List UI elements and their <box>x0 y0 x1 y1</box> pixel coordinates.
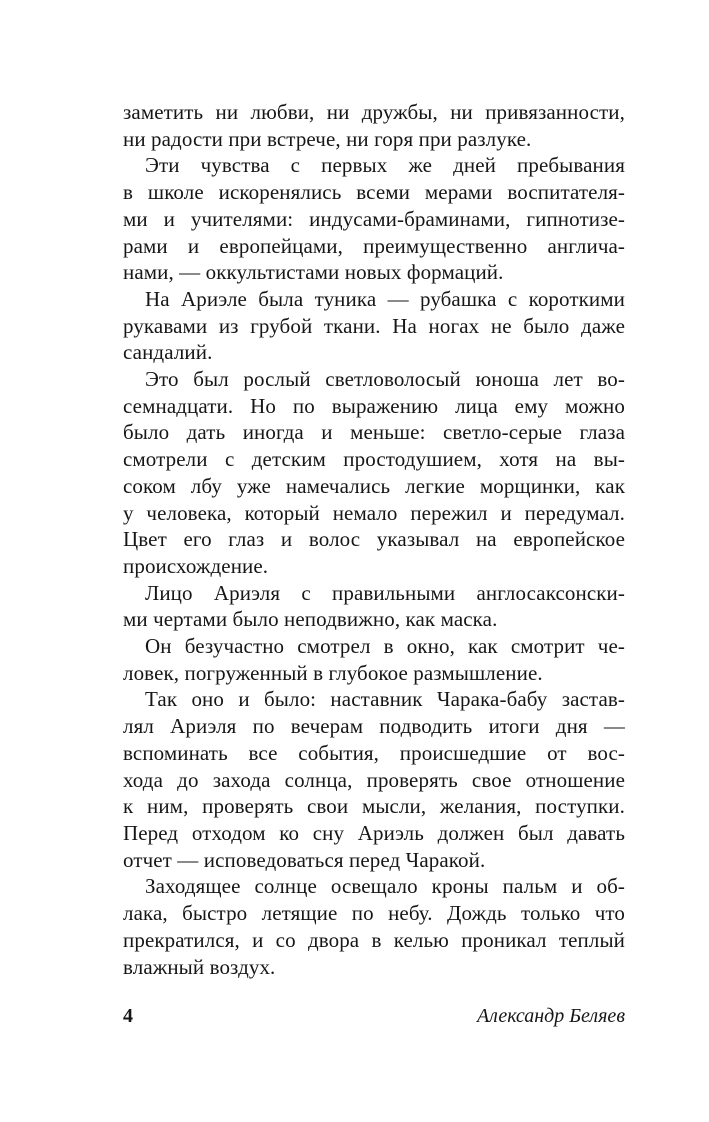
text-line: в школе искоренялись всеми мерами воспитателя- <box>123 180 625 205</box>
running-author: Александр Беляев <box>476 1005 625 1027</box>
text-line: смотрели с детским простодушием, хотя на вы- <box>123 447 625 472</box>
text-line: хода до захода солнца, проверять свое отношение <box>123 767 625 792</box>
text-line: На Ариэле была туника — рубашка с короткими <box>145 286 625 311</box>
text-line: семнадцати. Но по выражению лица ему можно <box>123 393 625 418</box>
text-line: ловек, погруженный в глубокое размышление. <box>123 660 543 685</box>
text-line: соком лбу уже намечались легкие морщинки, как <box>123 473 625 498</box>
paragraph <box>123 873 625 980</box>
text-line: Перед отходом ко сну Ариэль должен был давать <box>123 820 625 845</box>
text-line: ми и учителями: индусами-браминами, гипнотизе- <box>123 206 625 231</box>
text-line: Это был рослый светловолосый юноша лет во- <box>145 367 625 392</box>
text-line: отчет — исповедоваться перед Чаракой. <box>123 847 486 872</box>
paragraph <box>123 580 625 633</box>
text-block <box>123 99 625 980</box>
text-line: у человека, который немало пережил и передумал. <box>123 500 625 525</box>
text-line: ни радости при встрече, ни горя при разлуке. <box>123 126 532 151</box>
text-line: лака, быстро летящие по небу. Дождь только что <box>123 901 625 926</box>
text-line: было дать иногда и меньше: светло-серые глаза <box>123 420 625 445</box>
paragraph <box>123 633 625 686</box>
text-line: Цвет его глаз и волос указывал на европейское <box>123 527 625 552</box>
text-line: сандалий. <box>123 340 213 365</box>
paragraph <box>123 286 625 366</box>
text-line: заметить ни любви, ни дружбы, ни привязанности, <box>123 100 625 124</box>
text-line: Так оно и было: наставник Чарака-бабу застав- <box>145 687 625 712</box>
text-line: прекратился, и со двора в келью проникал теплый <box>123 927 625 952</box>
text-line: рукавами из грубой ткани. На ногах не было даже <box>123 313 625 338</box>
text-line: нами, — оккультистами новых формаций. <box>123 260 504 285</box>
text-line: ми чертами было неподвижно, как маска. <box>123 607 498 632</box>
text-line: Он безучастно смотрел в окно, как смотрит че- <box>145 634 625 659</box>
text-line: Эти чувства с первых же дней пребывания <box>145 153 625 178</box>
text-line: рами и европейцами, преимущественно англича- <box>123 233 625 258</box>
text-line: Заходящее солнце освещало кроны пальм и об- <box>145 874 625 899</box>
text-line: лял Ариэля по вечерам подводить итоги дня — <box>123 714 625 739</box>
paragraph <box>123 152 625 286</box>
text-line: Лицо Ариэля с правильными англосаксонски- <box>145 580 625 605</box>
text-line: влажный воздух. <box>123 954 276 979</box>
paragraph <box>123 99 625 152</box>
paragraph <box>123 686 625 873</box>
page-footer <box>123 1003 625 1029</box>
paragraph <box>123 366 625 580</box>
text-line: вспоминать все события, происшедшие от вос- <box>123 740 625 765</box>
page-number: 4 <box>123 1005 133 1027</box>
text-line: происхождение. <box>123 553 269 578</box>
text-line: к ним, проверять свои мысли, желания, поступки. <box>123 794 625 819</box>
